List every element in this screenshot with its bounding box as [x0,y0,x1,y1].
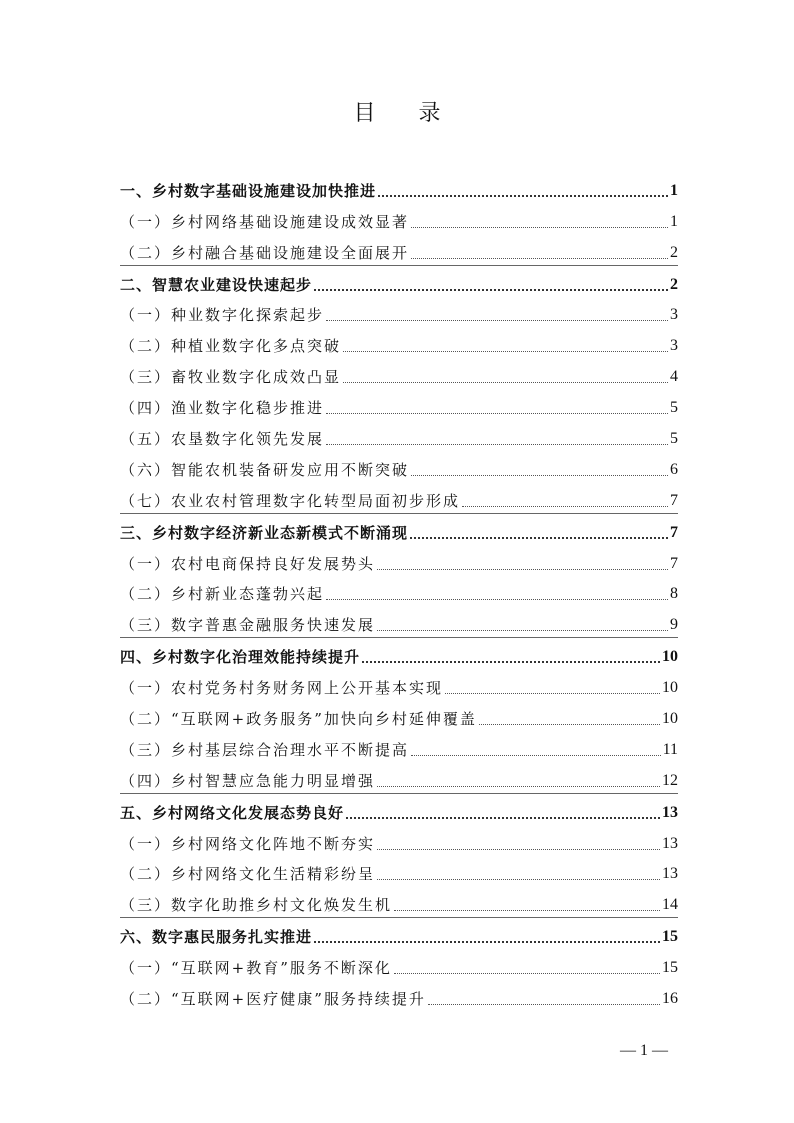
toc-entry-page-number: 12 [662,771,678,789]
toc-entry-page-number: 1 [670,212,678,230]
toc-dot-leader [411,258,668,259]
toc-dot-leader [445,693,660,694]
toc-subsection-entry[interactable] [120,856,678,887]
toc-entry-title: （二）乡村融合基础设施建设全面展开 [120,243,410,262]
toc-entry-page-number: 1 [670,181,678,199]
toc-entry-page-number: 4 [670,368,678,386]
page-number: — 1 — [620,1042,668,1059]
toc-dot-leader [377,879,660,880]
toc-entry-page-number: 9 [670,616,678,634]
toc-entry-page-number: 13 [662,865,678,883]
toc-dot-leader [343,351,668,352]
toc-entry-page-number: 13 [662,834,678,852]
toc-subsection-entry[interactable] [120,327,678,358]
toc-dot-leader [411,475,668,476]
toc-entry-title: （一）“互联网+教育”服务不断深化 [120,959,392,978]
table-of-contents [120,172,678,1011]
toc-section-entry[interactable] [120,172,678,203]
toc-subsection-entry[interactable] [120,545,678,576]
toc-entry-title: 三、乡村数字经济新业态新模式不断涌现 [120,523,409,542]
toc-entry-title: （四）乡村智慧应急能力明显增强 [120,771,376,790]
toc-dot-leader [346,817,660,819]
toc-dot-leader [343,382,668,383]
toc-subsection-entry[interactable] [120,700,678,731]
toc-entry-title: （四）渔业数字化稳步推进 [120,399,325,418]
toc-entry-page-number: 7 [670,523,678,541]
toc-entry-page-number: 11 [662,740,678,758]
toc-dot-leader [314,289,668,291]
toc-entry-page-number: 6 [670,460,678,478]
toc-entry-title: 六、数字惠民服务扎实推进 [120,928,313,947]
toc-subsection-entry[interactable] [120,825,678,856]
toc-dot-leader [394,973,660,974]
toc-entry-page-number: 14 [662,896,678,914]
toc-dot-leader [314,941,660,943]
toc-subsection-entry[interactable] [120,669,678,700]
toc-entry-page-number: 15 [662,959,678,977]
toc-entry-title: （六）智能农机装备研发应用不断突破 [120,460,410,479]
toc-entry-title: 四、乡村数字化治理效能持续提升 [120,648,361,667]
toc-dot-leader [411,227,668,228]
toc-dot-leader [428,1004,660,1005]
toc-dot-leader [326,413,668,414]
toc-section-entry[interactable] [120,514,678,545]
toc-dot-leader [479,724,660,725]
toc-dot-leader [411,755,661,756]
toc-dot-leader [326,320,668,321]
toc-subsection-entry[interactable] [120,234,678,266]
toc-entry-page-number: 13 [662,803,678,821]
toc-entry-title: 二、智慧农业建设快速起步 [120,275,313,294]
toc-entry-title: （二）乡村网络文化生活精彩纷呈 [120,865,376,884]
toc-entry-page-number: 2 [670,243,678,261]
toc-entry-page-number: 2 [670,275,678,293]
toc-section-entry[interactable] [120,918,678,949]
toc-dot-leader [377,786,660,787]
toc-subsection-entry[interactable] [120,203,678,234]
toc-dot-leader [377,569,668,570]
toc-dot-leader [377,630,668,631]
toc-entry-page-number: 3 [670,337,678,355]
page-title: 目 录 [353,101,459,126]
toc-dot-leader [377,849,660,850]
toc-entry-title: （二）种植业数字化多点突破 [120,337,342,356]
toc-entry-title: 五、乡村网络文化发展态势良好 [120,803,345,822]
toc-entry-title: （七）农业农村管理数字化转型局面初步形成 [120,491,461,510]
toc-dot-leader [362,661,660,663]
toc-entry-title: （五）农垦数字化领先发展 [120,430,325,449]
toc-entry-page-number: 15 [662,928,678,946]
toc-entry-page-number: 10 [662,679,678,697]
toc-entry-title: （三）畜牧业数字化成效凸显 [120,368,342,387]
toc-entry-page-number: 7 [670,554,678,572]
toc-entry-title: （二）“互联网+医疗健康”服务持续提升 [120,990,426,1009]
toc-dot-leader [378,195,668,197]
toc-entry-title: （一）农村电商保持良好发展势头 [120,554,376,573]
toc-subsection-entry[interactable] [120,731,678,762]
toc-subsection-entry[interactable] [120,762,678,794]
toc-subsection-entry[interactable] [120,358,678,389]
toc-entry-page-number: 5 [670,399,678,417]
toc-dot-leader [394,910,660,911]
toc-entry-page-number: 16 [662,990,678,1008]
toc-section-entry[interactable] [120,794,678,825]
toc-subsection-entry[interactable] [120,606,678,638]
toc-subsection-entry[interactable] [120,576,678,607]
toc-entry-page-number: 5 [670,430,678,448]
toc-entry-title: （一）种业数字化探索起步 [120,306,325,325]
toc-entry-page-number: 10 [662,710,678,728]
toc-entry-title: （三）数字化助推乡村文化焕发生机 [120,896,393,915]
toc-section-entry[interactable] [120,266,678,297]
toc-subsection-entry[interactable] [120,482,678,514]
toc-entry-title: （二）“互联网+政务服务”加快向乡村延伸覆盖 [120,710,477,729]
toc-dot-leader [410,537,668,539]
toc-subsection-entry[interactable] [120,886,678,918]
toc-subsection-entry[interactable] [120,420,678,451]
toc-entry-title: （三）乡村基层综合治理水平不断提高 [120,740,410,759]
toc-entry-title: （一）农村党务村务财务网上公开基本实现 [120,679,444,698]
toc-dot-leader [462,506,668,507]
toc-entry-title: （一）乡村网络文化阵地不断夯实 [120,834,376,853]
toc-subsection-entry[interactable] [120,980,678,1011]
toc-entry-title: （一）乡村网络基础设施建设成效显著 [120,212,410,231]
toc-entry-title: （二）乡村新业态蓬勃兴起 [120,585,325,604]
toc-section-entry[interactable] [120,638,678,669]
toc-dot-leader [326,444,668,445]
toc-entry-page-number: 10 [662,648,678,666]
toc-entry-page-number: 8 [670,585,678,603]
toc-entry-page-number: 7 [670,491,678,509]
toc-entry-title: 一、乡村数字基础设施建设加快推进 [120,181,377,200]
toc-subsection-entry[interactable] [120,389,678,420]
toc-subsection-entry[interactable] [120,297,678,328]
toc-subsection-entry[interactable] [120,451,678,482]
toc-entry-title: （三）数字普惠金融服务快速发展 [120,616,376,635]
toc-entry-page-number: 3 [670,306,678,324]
toc-subsection-entry[interactable] [120,949,678,980]
toc-dot-leader [326,599,668,600]
